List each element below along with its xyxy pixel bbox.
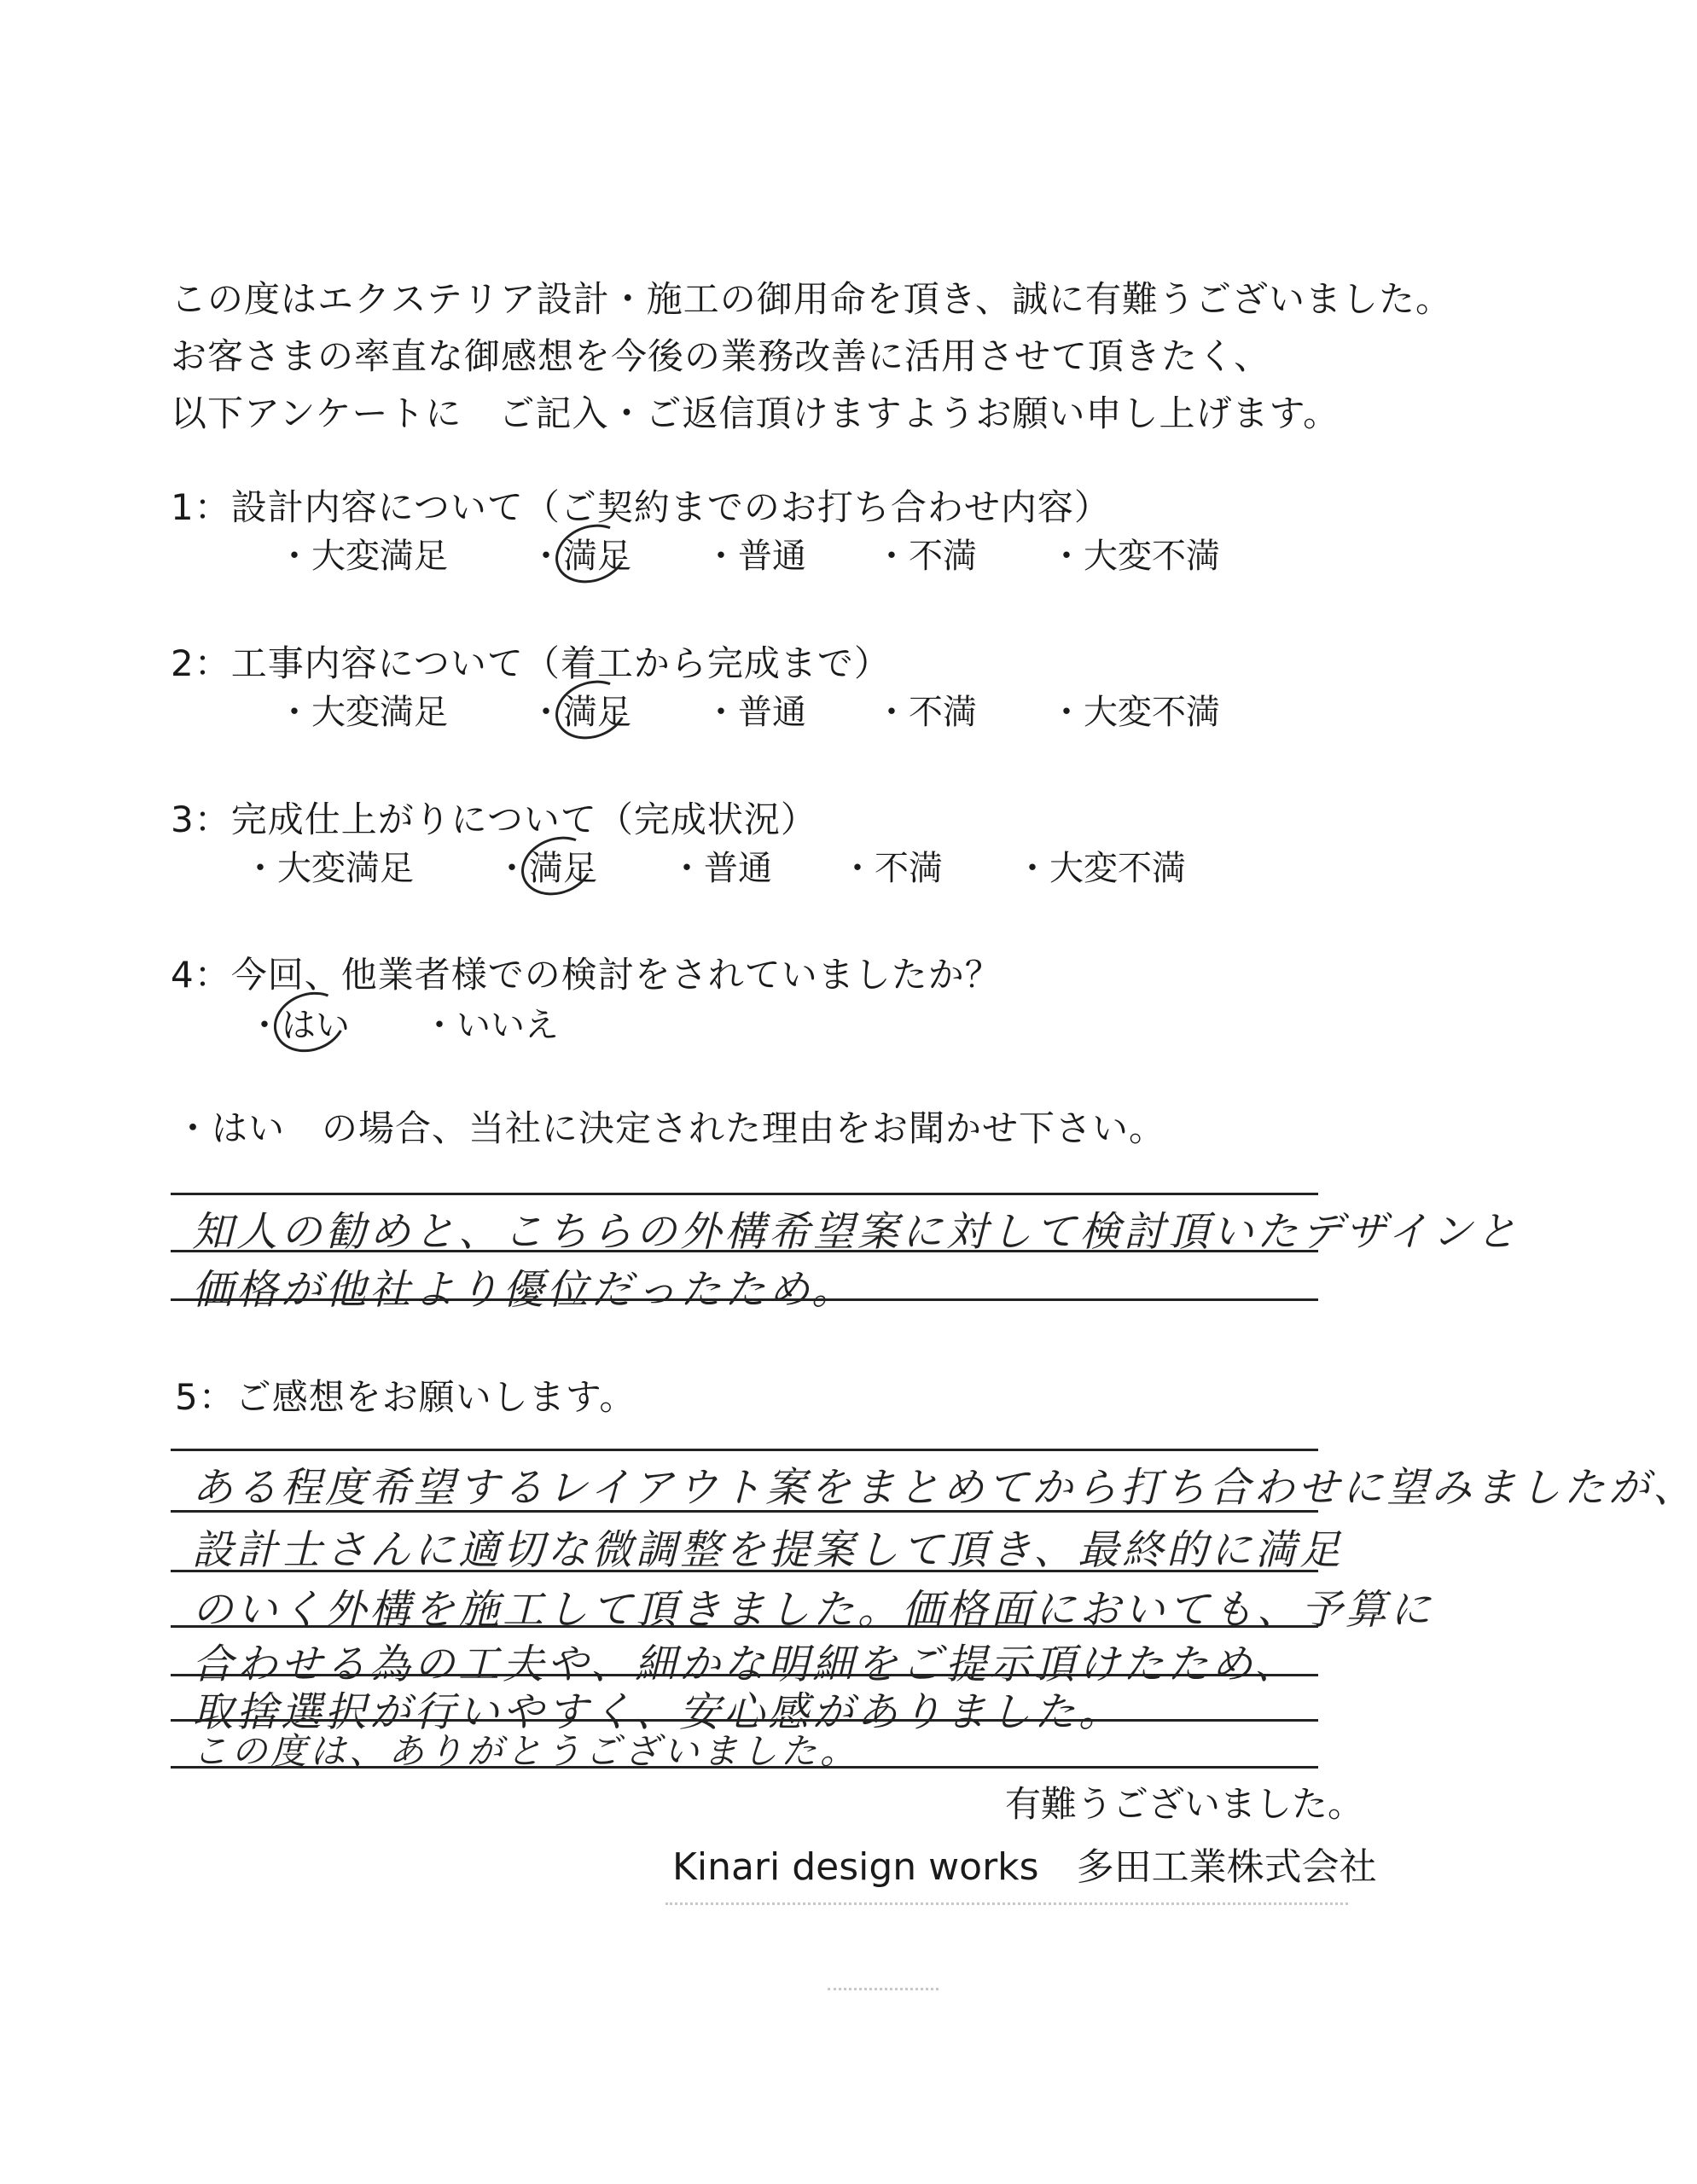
- option-very-dissatisfied[interactable]: ・大変不満: [1049, 537, 1220, 576]
- answer-rule-line: [171, 1719, 1318, 1722]
- answer-rule-line: [171, 1298, 1318, 1301]
- impression-answer-line-1: ある程度希望するレイアウト案をまとめてから打ち合わせに望みましたが、: [192, 1464, 1697, 1512]
- option-very-dissatisfied[interactable]: ・大変不満: [1049, 693, 1220, 732]
- reason-answer-line-2: 価格が他社より優位だったため。: [192, 1266, 857, 1314]
- option-yes-selected[interactable]: ・はい: [247, 1006, 350, 1045]
- answer-rule-line: [171, 1625, 1318, 1628]
- option-dissatisfied[interactable]: ・不満: [875, 537, 977, 576]
- answer-rule-line: [171, 1570, 1318, 1572]
- option-satisfied-selected[interactable]: ・満足: [529, 693, 631, 732]
- answer-rule-line: [171, 1674, 1318, 1676]
- answer-rule-line: [171, 1449, 1318, 1451]
- question-2-options: [0, 685, 1544, 736]
- impression-answer-line-6: この度は、ありがとうございました。: [192, 1730, 860, 1772]
- question-1-options: [0, 529, 1544, 580]
- scan-artifact-dots: [828, 1988, 939, 1990]
- question-3-title: 3：完成仕上がりについて（完成状況）: [171, 799, 817, 840]
- question-4-title: 4：今回、他業者様での検討をされていましたか？: [171, 954, 1002, 996]
- answer-rule-line: [171, 1193, 1318, 1195]
- question-1-title: 1：設計内容について（ご契約までのお打ち合わせ内容）: [171, 486, 1111, 528]
- impression-answer-line-2: 設計士さんに適切な微調整を提案して頂き、最終的に満足: [192, 1526, 1345, 1574]
- option-satisfied-selected[interactable]: ・満足: [495, 849, 597, 888]
- intro-line-2: お客さまの率直な御感想を今後の業務改善に活用させて頂きたく、: [171, 335, 1271, 377]
- option-very-dissatisfied[interactable]: ・大変不満: [1015, 849, 1186, 888]
- company-name: Kinari design works 多田工業株式会社: [672, 1845, 1377, 1889]
- option-no[interactable]: ・いいえ: [422, 1006, 559, 1045]
- answer-rule-line: [171, 1510, 1318, 1513]
- question-3-options: [0, 841, 1544, 892]
- question-4-options: [0, 998, 1544, 1049]
- option-dissatisfied[interactable]: ・不満: [840, 849, 943, 888]
- question-5-title: 5：ご感想をお願いします。: [175, 1376, 636, 1418]
- reason-answer-line-1: 知人の勧めと、こちらの外構希望案に対して検討頂いたデザインと: [192, 1208, 1520, 1256]
- impression-answer-line-3: のいく外構を施工して頂きました。価格面においても、予算に: [192, 1586, 1435, 1634]
- closing-thanks: 有難うございました。: [1005, 1783, 1364, 1825]
- scan-artifact-dots: [665, 1902, 1348, 1905]
- option-very-satisfied[interactable]: ・大変満足: [243, 849, 414, 888]
- option-very-satisfied[interactable]: ・大変満足: [277, 693, 448, 732]
- option-dissatisfied[interactable]: ・不満: [875, 693, 977, 732]
- option-normal[interactable]: ・普通: [704, 537, 806, 576]
- intro-line-3: 以下アンケートに ご記入・ご返信頂けますようお願い申し上げます。: [171, 392, 1340, 434]
- option-normal[interactable]: ・普通: [670, 849, 772, 888]
- option-satisfied-selected[interactable]: ・満足: [529, 537, 631, 576]
- option-very-satisfied[interactable]: ・大変満足: [277, 537, 448, 576]
- reason-prompt: ・はい の場合、当社に決定された理由をお聞かせ下さい。: [175, 1107, 1166, 1149]
- impression-answer-line-5: 取捨選択が行いやすく、安心感がありました。: [192, 1688, 1124, 1736]
- answer-rule-line: [171, 1250, 1318, 1252]
- question-2-title: 2：工事内容について（着工から完成まで）: [171, 642, 891, 684]
- option-normal[interactable]: ・普通: [704, 693, 806, 732]
- impression-answer-line-4: 合わせる為の工夫や、細かな明細をご提示頂けたため、: [192, 1641, 1299, 1688]
- intro-line-1: この度はエクステリア設計・施工の御用命を頂き、誠に有難うございました。: [171, 278, 1453, 320]
- answer-rule-line: [171, 1766, 1318, 1769]
